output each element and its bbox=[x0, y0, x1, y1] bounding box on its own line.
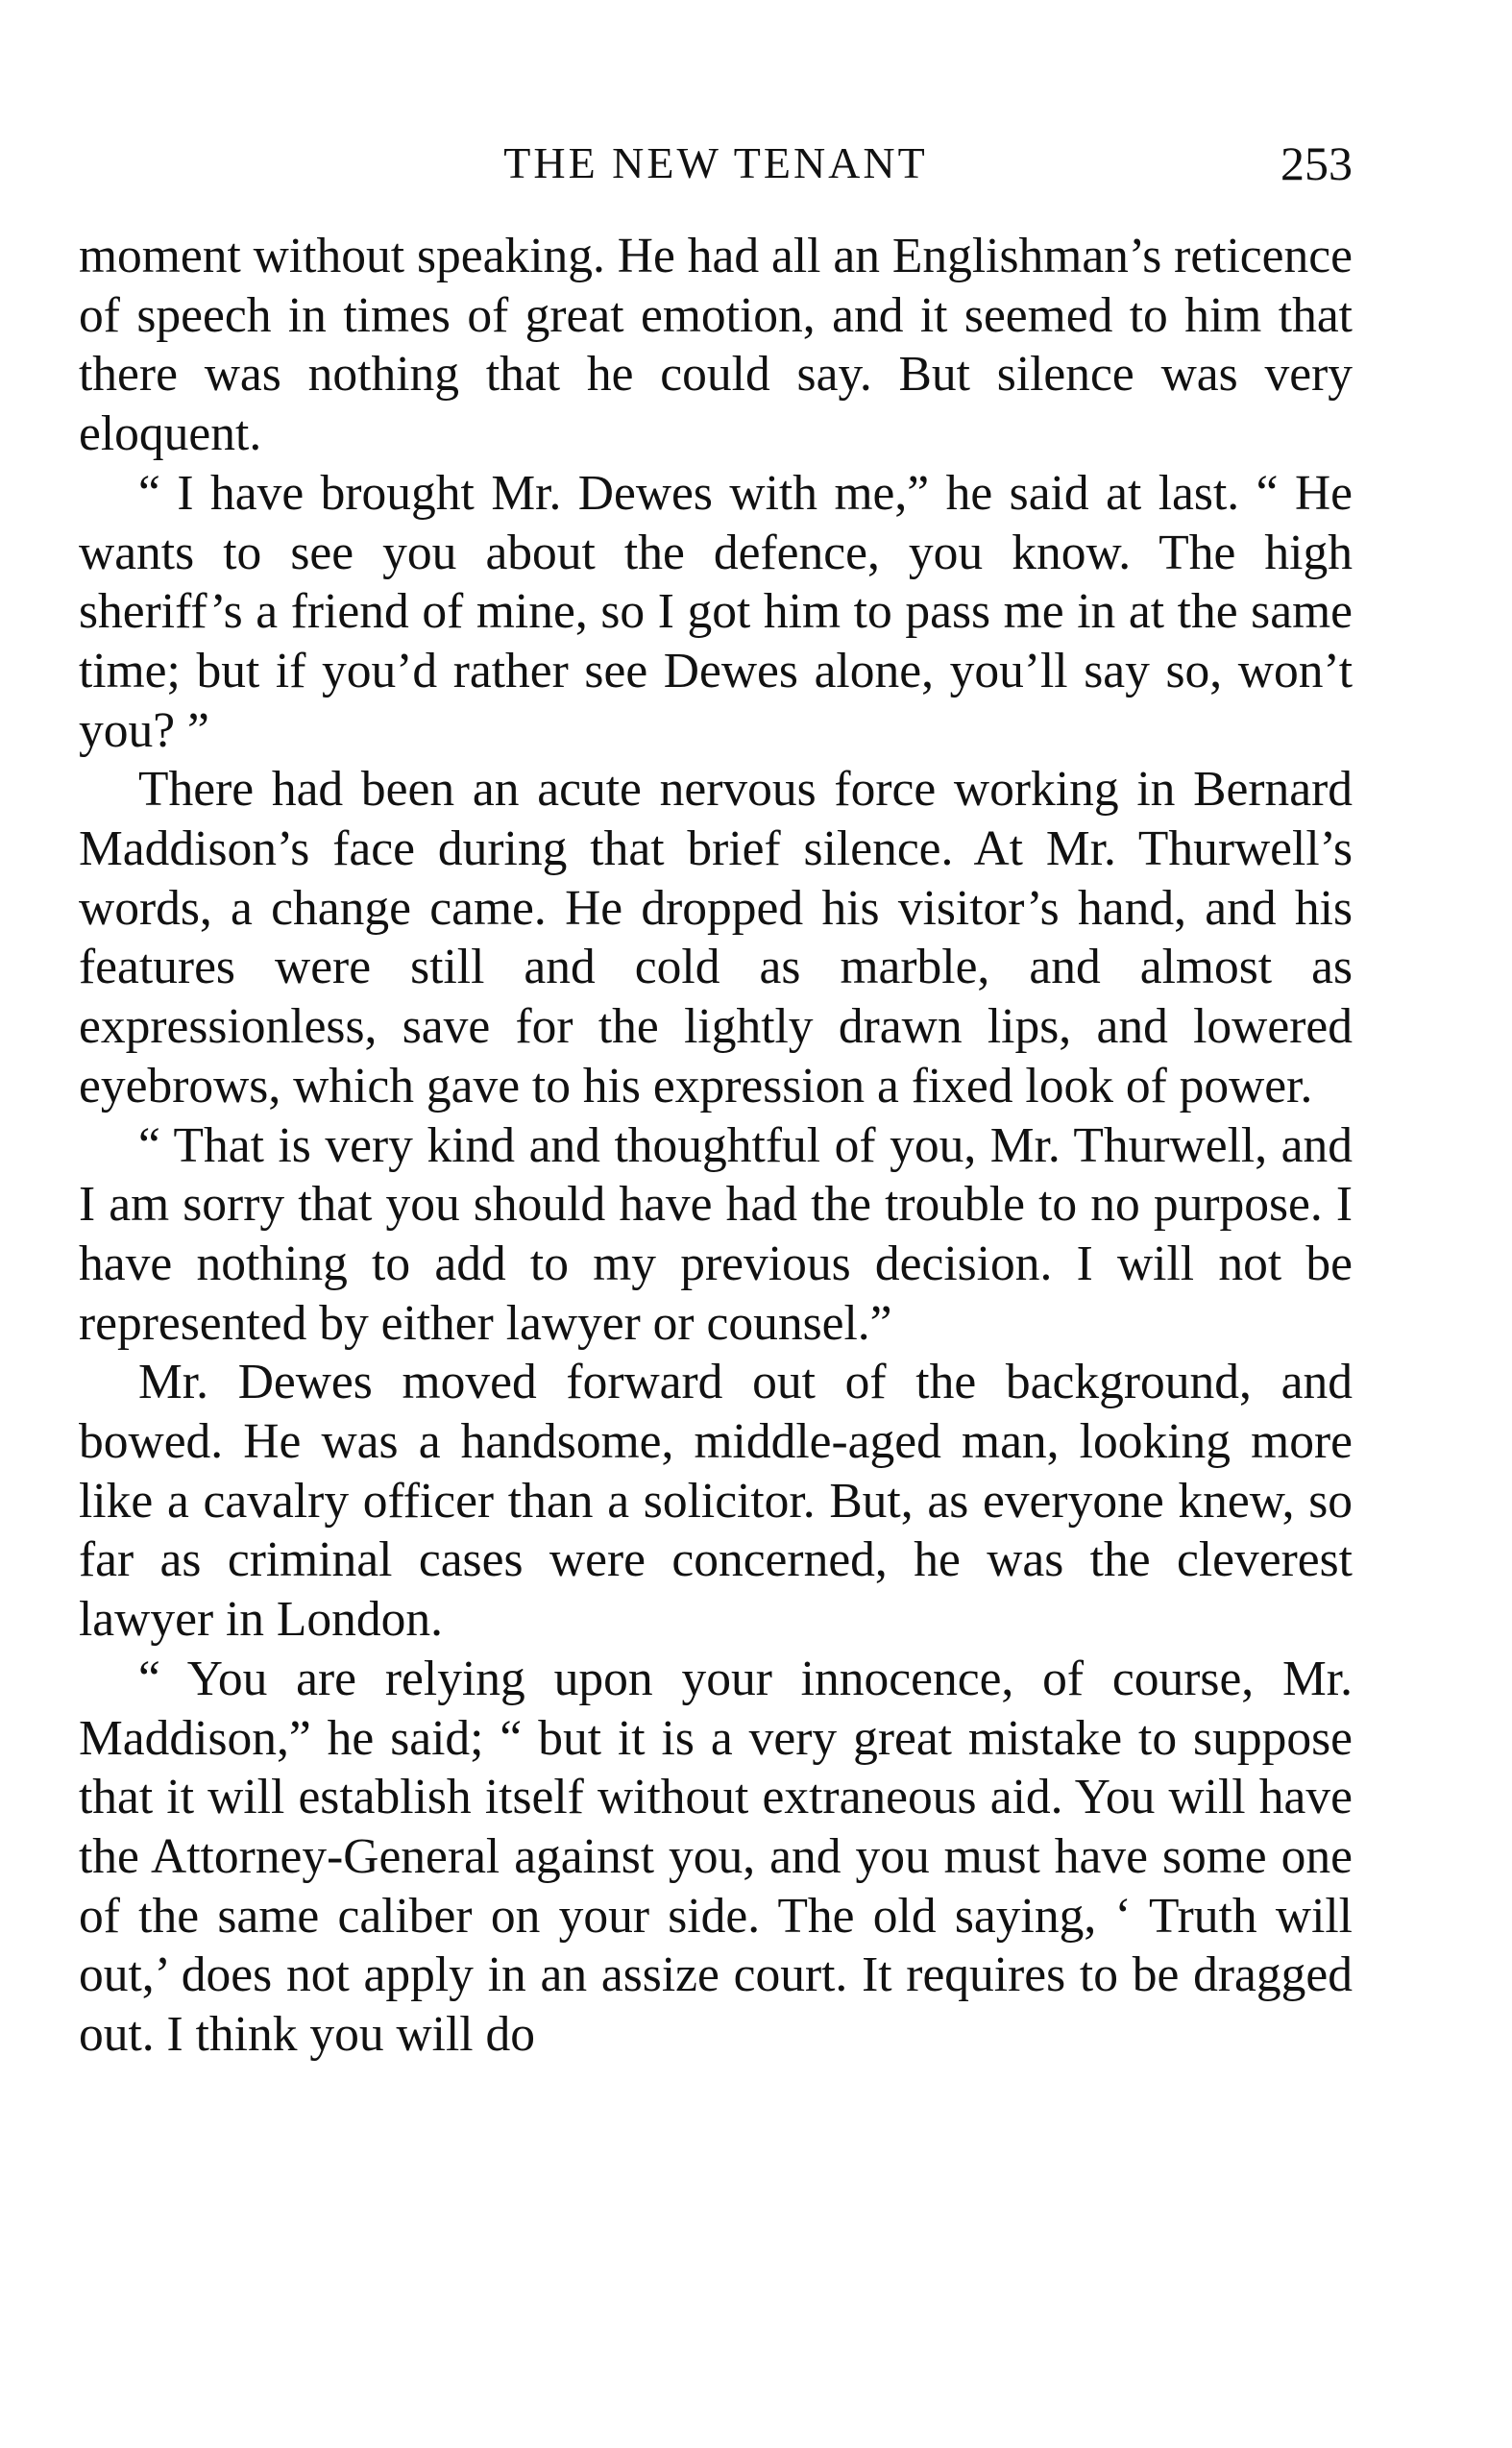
paragraph-3: There had been an acute nervous force working in Bernard Maddison’s face during that brief silence. At Mr. Thurwell’s words, a change came. He dropped his visitor’s hand, and his features were still and cold as marble, and almost as expressionless, save for the lightly drawn lips, and lowered eyebrows, which gave to his expression a fixed look of power. bbox=[79, 762, 1353, 1114]
paragraph-6: “ You are relying upon your innocence, of course, Mr. Maddison,” he said; “ but it is a very great mistake to suppose that it will establish itself without extraneous aid. You will have the Attorney-General against you, and you must have some one of the same caliber on your side. The old saying, ‘ Truth will out,’ does not apply in an assize court. It requires to be dragged out. I think you will do bbox=[79, 1651, 1353, 2063]
paragraph-1: moment without speaking. He had all an Englishman’s reticence of speech in times of great emotion, and it seemed to him that there was nothing that he could say. But silence was very eloquent. bbox=[79, 229, 1353, 462]
body-text bbox=[79, 227, 1353, 2065]
paragraph-4: “ That is very kind and thoughtful of you, Mr. Thurwell, and I am sorry that you should have had the trouble to no purpose. I have nothing to add to my previous decision. I will not be represented by either lawyer or counsel.” bbox=[79, 1117, 1353, 1351]
running-header bbox=[79, 135, 1353, 192]
running-title: THE NEW TENANT bbox=[503, 138, 928, 187]
page-number: 253 bbox=[1280, 136, 1353, 190]
paragraph-2: “ I have brought Mr. Dewes with me,” he said at last. “ He wants to see you about the defence, you know. The high sheriff’s a friend of mine, so I got him to pass me in at the same time; but if you’d rather see Dewes alone, you’ll say so, won’t you? ” bbox=[79, 465, 1353, 758]
paragraph-5: Mr. Dewes moved forward out of the background, and bowed. He was a handsome, middle-aged man, looking more like a cavalry officer than a solicitor. But, as everyone knew, so far as criminal cases were concerned, he was the cleverest lawyer in London. bbox=[79, 1355, 1353, 1648]
